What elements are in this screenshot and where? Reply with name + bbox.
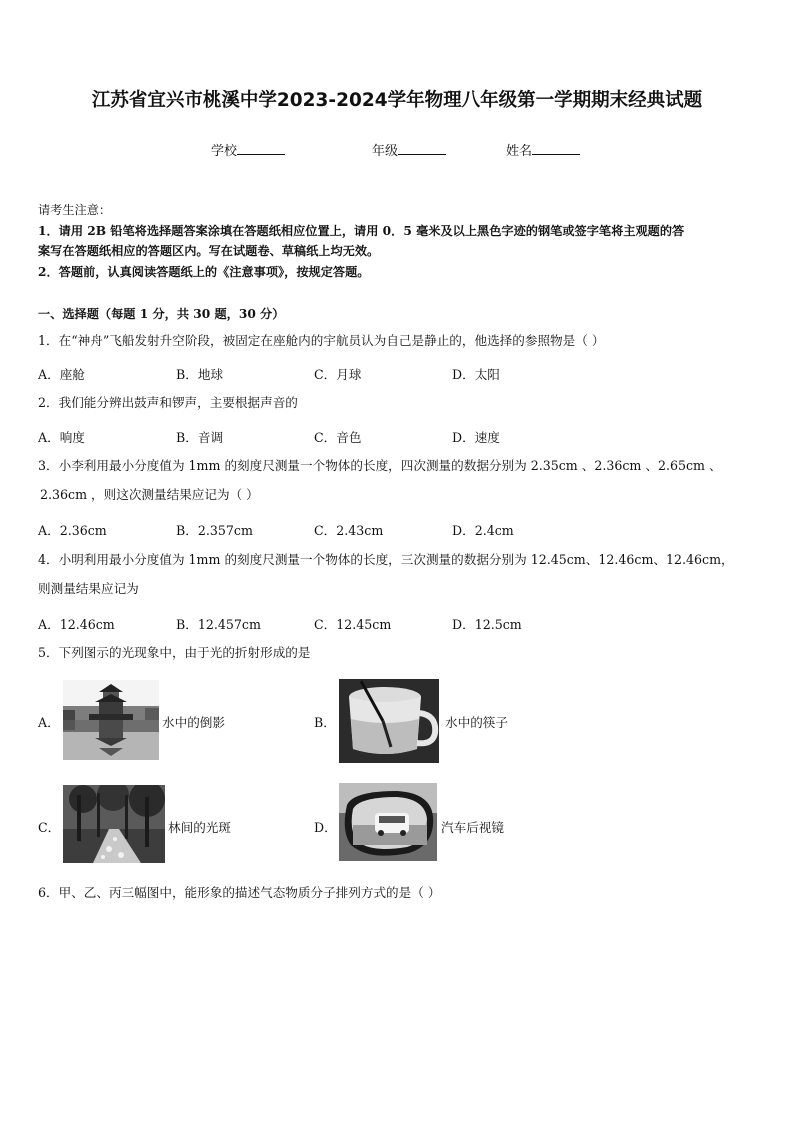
school-label: 学校 xyxy=(211,144,238,159)
option-d: D．12.5cm xyxy=(452,617,522,632)
question-2-options xyxy=(38,427,762,451)
chopsticks-in-water-photo xyxy=(339,679,439,763)
option-b: B．音调 xyxy=(176,430,224,445)
question-1: 1．在“神舟”飞船发射升空阶段，被固定在座舱内的宇航员认为自己是静止的，他选择的参照物是（ ） xyxy=(38,333,605,348)
question-4-line-2: 则测量结果应记为 xyxy=(38,581,139,596)
school-blank xyxy=(237,142,285,155)
rear-view-mirror-photo xyxy=(339,783,437,861)
question-4-options xyxy=(38,614,762,638)
option-b: B．2.357cm xyxy=(176,523,253,538)
notice-item-1b: 案写在答题纸相应的答题区内。写在试题卷、草稿纸上均无效。 xyxy=(38,244,380,258)
reflection-photo xyxy=(63,680,159,760)
exam-title: 江苏省宜兴市桃溪中学2023-2024学年物理八年级第一学期期末经典试题 xyxy=(91,90,703,111)
option-d-caption: 汽车后视镜 xyxy=(441,820,504,835)
option-a: A．响度 xyxy=(38,430,85,445)
name-label: 姓名 xyxy=(506,144,533,159)
notice-item-2: 2．答题前，认真阅读答题纸上的《注意事项》，按规定答题。 xyxy=(38,264,370,279)
option-a: A．座舱 xyxy=(38,367,85,382)
grade-field xyxy=(372,140,446,159)
option-b: B．地球 xyxy=(176,367,224,382)
question-3-options xyxy=(38,520,762,544)
notice-head: 请考生注意： xyxy=(38,203,112,217)
school-field xyxy=(211,140,285,159)
name-field xyxy=(506,140,580,159)
option-c-letter: C． xyxy=(38,820,61,835)
option-a: A．12.46cm xyxy=(38,617,115,632)
option-d: D．太阳 xyxy=(452,367,500,382)
question-5: 5．下列图示的光现象中，由于光的折射形成的是 xyxy=(38,645,311,660)
question-3 xyxy=(38,451,762,509)
forest-light-spots-photo xyxy=(63,785,165,863)
option-c: C．音色 xyxy=(314,430,362,445)
notice-block xyxy=(38,200,762,282)
question-4 xyxy=(38,545,762,603)
question-3-line-2: 2.36cm ，则这次测量结果应记为（ ） xyxy=(40,487,259,502)
option-d: D．速度 xyxy=(452,430,500,445)
question-2: 2．我们能分辨出鼓声和锣声，主要根据声音的 xyxy=(38,395,298,410)
option-c: C．2.43cm xyxy=(314,523,384,538)
grade-label: 年级 xyxy=(372,144,399,159)
question-3-line-1: 3．小李利用最小分度值为 1mm 的刻度尺测量一个物体的长度，四次测量的数据分别为 2.35cm 、2.36cm 、2.65cm 、 xyxy=(38,458,722,473)
option-d: D．2.4cm xyxy=(452,523,514,538)
option-b-letter: B． xyxy=(314,715,336,730)
option-a-letter: A． xyxy=(38,715,60,730)
question-4-line-1: 4．小明利用最小分度值为 1mm 的刻度尺测量一个物体的长度，三次测量的数据分别为 12.45cm、12.46cm、12.46cm， xyxy=(38,552,734,567)
option-c: C．月球 xyxy=(314,367,362,382)
option-c-caption: 林间的光斑 xyxy=(168,820,231,835)
grade-blank xyxy=(398,142,446,155)
option-a: A．2.36cm xyxy=(38,523,107,538)
option-d-letter: D． xyxy=(314,820,337,835)
option-c: C．12.45cm xyxy=(314,617,392,632)
option-a-caption: 水中的倒影 xyxy=(162,715,225,730)
notice-item-1a: 1．请用 2B 铅笔将选择题答案涂填在答题纸相应位置上，请用 0．5 毫米及以上黑色字迹的钢笔或签字笔将主观题的答 xyxy=(38,223,685,238)
option-b: B．12.457cm xyxy=(176,617,261,632)
option-b-caption: 水中的筷子 xyxy=(445,715,508,730)
name-blank xyxy=(532,142,580,155)
section-heading: 一、选择题（每题 1 分，共 30 题，30 分） xyxy=(38,307,285,321)
question-6: 6．甲、乙、丙三幅图中，能形象的描述气态物质分子排列方式的是（ ） xyxy=(38,885,441,900)
question-1-options xyxy=(38,364,762,388)
